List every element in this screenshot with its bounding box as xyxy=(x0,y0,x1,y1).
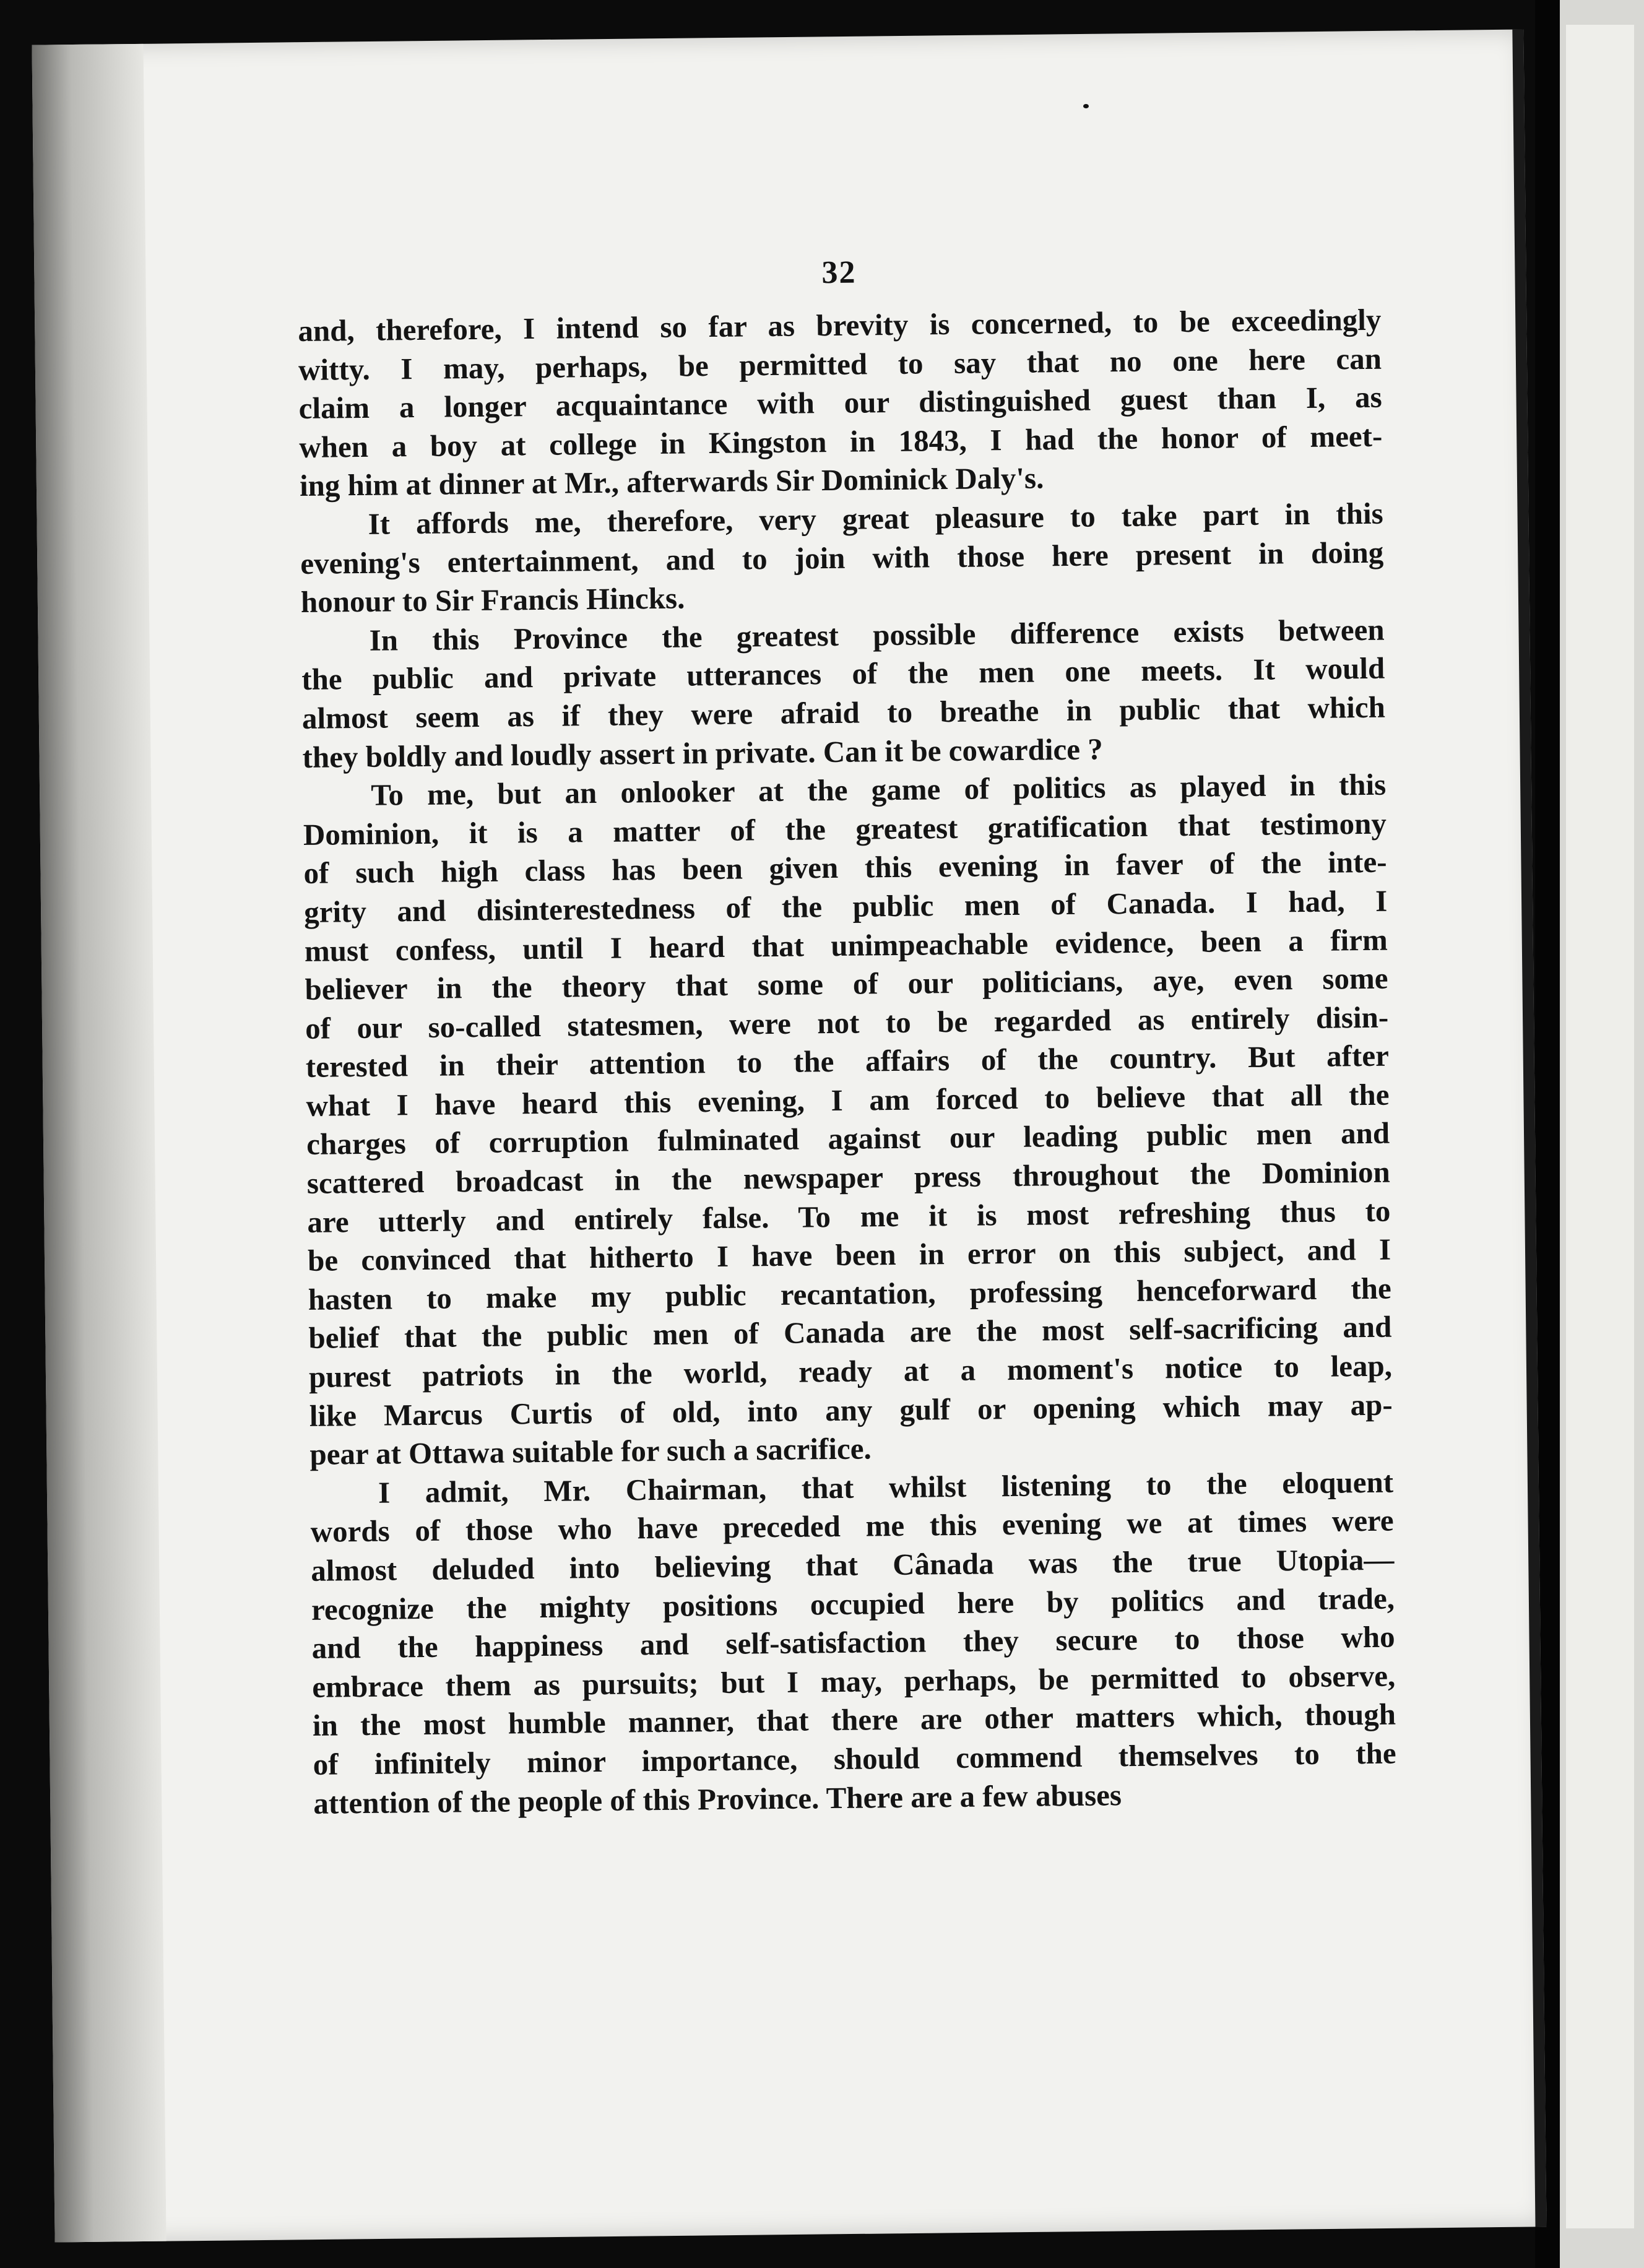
paragraph xyxy=(300,495,1384,622)
text-line: Dominion, it is a matter of the greatest gratification that testimony xyxy=(303,806,1387,852)
facing-page-margin xyxy=(1566,25,1634,2228)
text-line: In this Province the greatest possible difference exists between xyxy=(369,612,1385,657)
text-line: of our so-called statesmen, were not to be regarded as entirely disin- xyxy=(305,1000,1389,1045)
text-line: what I have heard this evening, I am forced to believe that all the xyxy=(306,1077,1390,1123)
text-line: witty. I may, perhaps, be permitted to say that no one here can xyxy=(298,341,1382,387)
page-binding-shadow xyxy=(32,44,166,2243)
text-line: almost deluded into believing that Cânada was the true Utopia— xyxy=(311,1542,1395,1588)
text-line: grity and disinterestedness of the public men of Canada. I had, I xyxy=(303,883,1388,929)
text-line: hasten to make my public recantation, professing henceforward the xyxy=(308,1271,1391,1317)
text-line: I admit, Mr. Chairman, that whilst listening to the eloquent xyxy=(378,1465,1394,1510)
text-line: like Marcus Curtis of old, into any gulf or opening which may ap- xyxy=(309,1387,1393,1433)
text-line: almost seem as if they were afraid to breathe in public that which xyxy=(301,690,1386,735)
text-line: words of those who have preceded me this evening we at times were xyxy=(310,1503,1394,1549)
text-line: scattered broadcast in the newspaper press throughout the Dominion xyxy=(306,1154,1391,1200)
text-line: It affords me, therefore, very great pleasure to take part in this xyxy=(368,496,1383,541)
text-line: must confess, until I heard that unimpeachable evidence, been a firm xyxy=(304,922,1388,968)
text-line: they boldly and loudly assert in private. Can it be cowardice ? xyxy=(302,731,1103,774)
text-line: when a boy at college in Kingston in 1843, I had the honor of meet- xyxy=(299,418,1383,464)
ink-speck xyxy=(1083,104,1089,108)
paragraph xyxy=(303,766,1393,1474)
text-line: To me, but an onlooker at the game of politics as played in this xyxy=(370,767,1387,812)
text-line: claim a longer acquaintance with our distinguished guest than I, as xyxy=(298,379,1382,426)
text-line: recognize the mighty positions occupied here by politics and trade, xyxy=(311,1581,1395,1627)
text-line: of such high class has been given this evening in faver of the inte- xyxy=(303,844,1387,891)
text-line: of infinitely minor importance, should commend themselves to the xyxy=(313,1736,1396,1781)
text-line: ing him at dinner at Mr., afterwards Sir Dominick Daly's. xyxy=(299,461,1044,503)
text-line: in the most humble manner, that there are other matters which, though xyxy=(312,1697,1396,1743)
text-line: embrace them as pursuits; but I may, perhaps, be permitted to observe, xyxy=(312,1658,1396,1704)
text-line: evening's entertainment, and to join with those here present in doing xyxy=(300,535,1384,581)
text-line: pear at Ottawa suitable for such a sacrifice. xyxy=(309,1431,872,1472)
paragraph xyxy=(301,610,1386,777)
text-line: the public and private utterances of the men one meets. It would xyxy=(301,651,1385,697)
text-line: be convinced that hitherto I have been in error on this subject, and I xyxy=(307,1232,1391,1278)
text-line: charges of corruption fulminated against our leading public men and xyxy=(306,1116,1390,1162)
text-line: terested in their attention to the affairs of the country. But after xyxy=(305,1038,1390,1084)
body-text xyxy=(298,301,1396,1823)
text-line: purest patriots in the world, ready at a moment's notice to leap, xyxy=(308,1348,1393,1394)
text-line: believer in the theory that some of our politicians, aye, even some xyxy=(305,961,1388,1007)
text-line: and the happiness and self-satisfaction they secure to those who xyxy=(311,1619,1395,1666)
paragraph xyxy=(298,301,1383,506)
text-line: belief that the public men of Canada are the most self-sacrificing and xyxy=(308,1310,1392,1356)
page-text xyxy=(297,236,1397,1823)
text-line: are utterly and entirely false. To me it is most refreshing thus to xyxy=(307,1193,1391,1239)
paragraph xyxy=(310,1463,1397,1823)
page-number: 32 xyxy=(821,254,857,291)
text-line: honour to Sir Francis Hincks. xyxy=(300,581,685,620)
text-line: attention of the people of this Province. There are a few abuses xyxy=(313,1777,1122,1820)
text-line: and, therefore, I intend so far as brevity is concerned, to be exceedingly xyxy=(298,302,1382,348)
